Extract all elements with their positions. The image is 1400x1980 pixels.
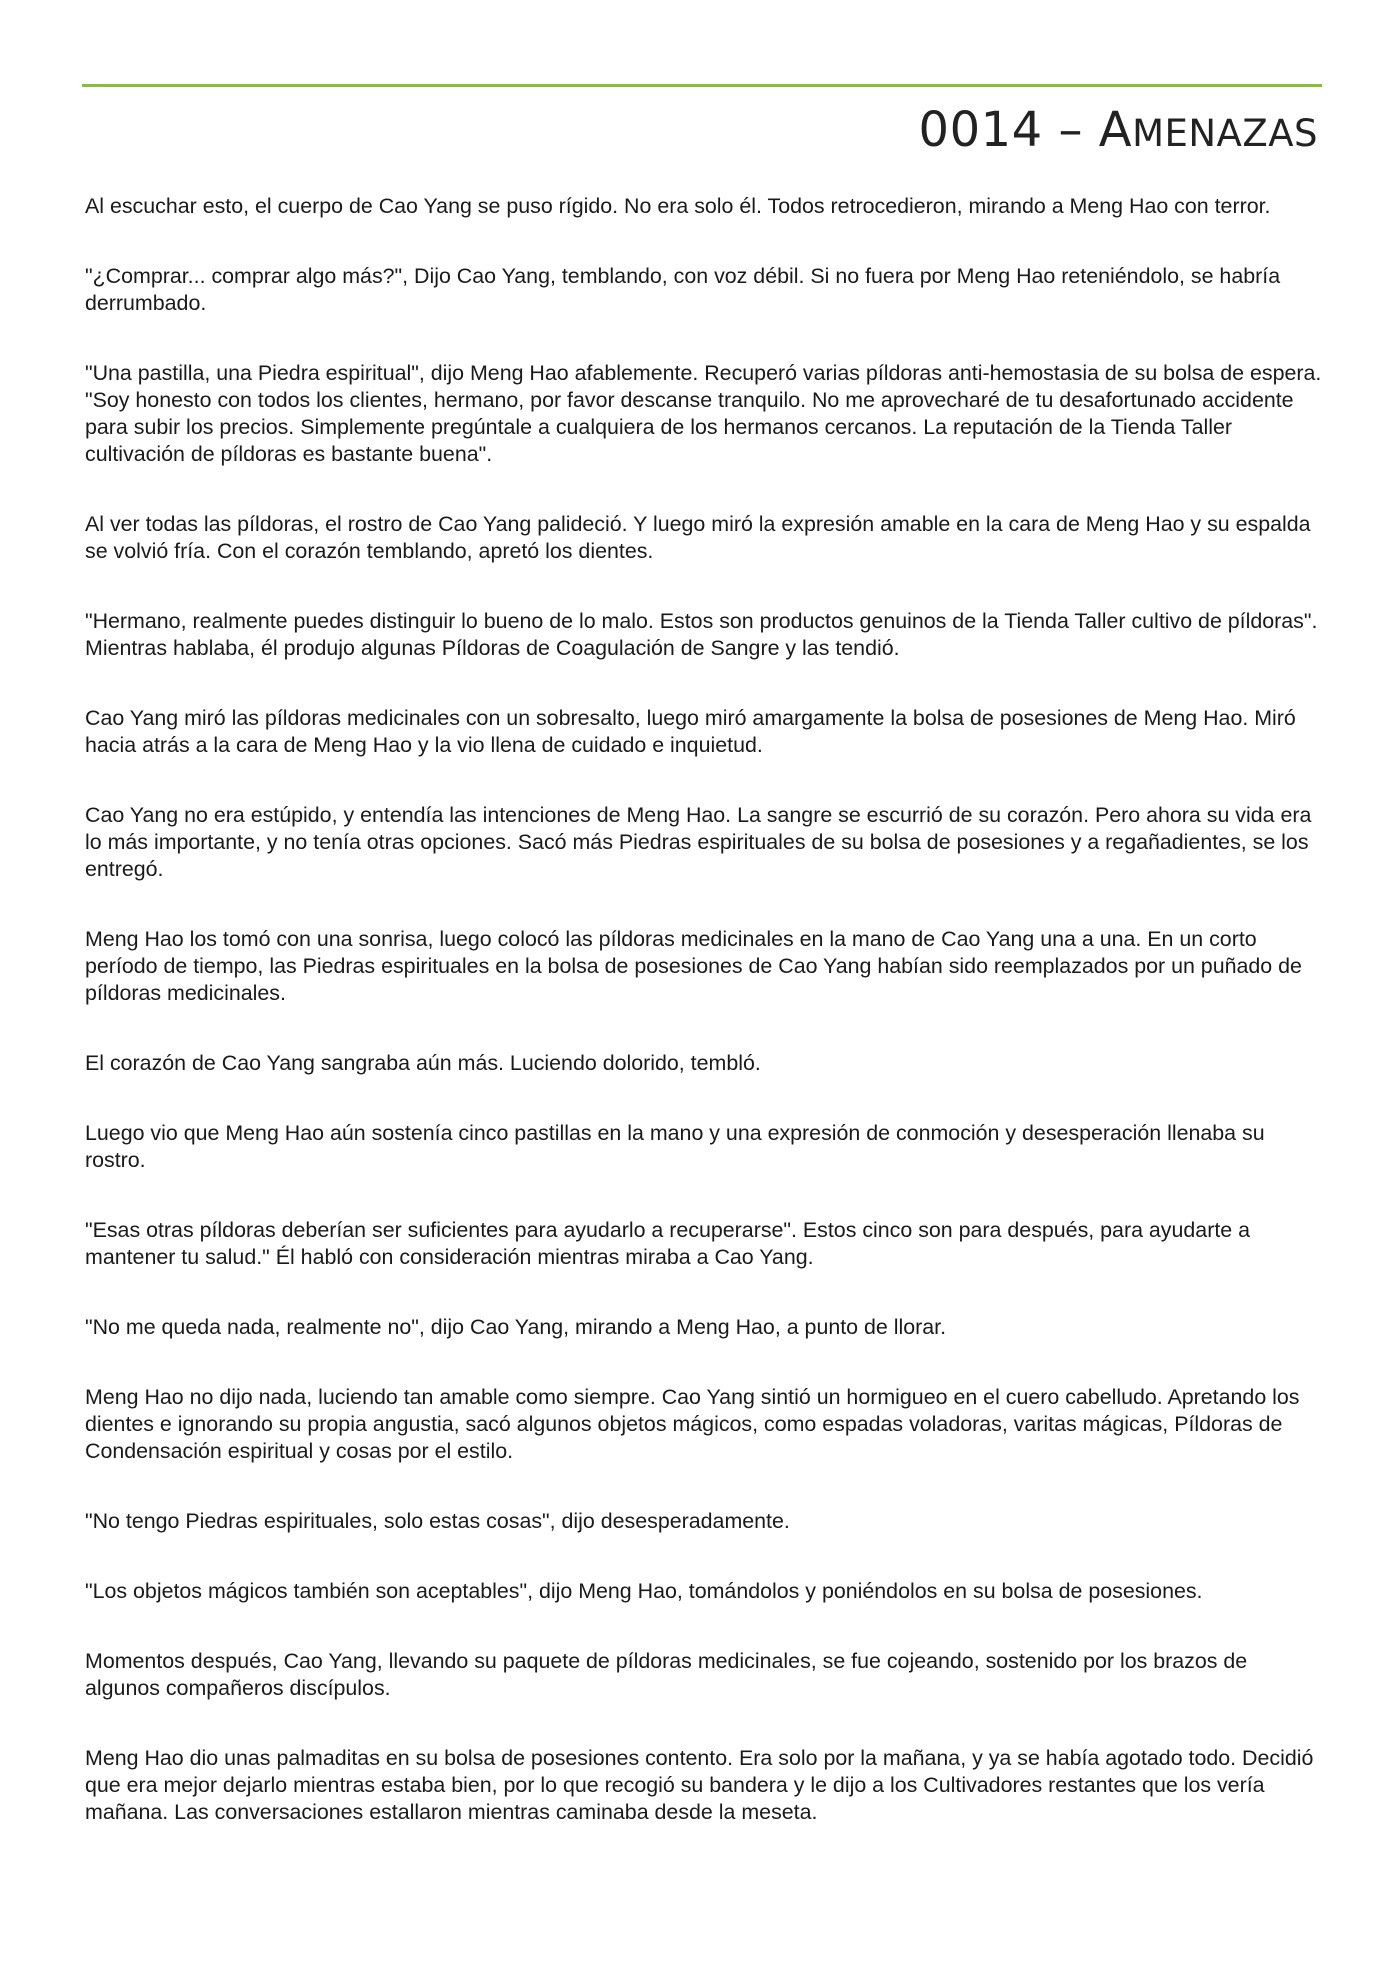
paragraph: Al escuchar esto, el cuerpo de Cao Yang se puso rígido. No era solo él. Todos retrocedieron, mirando a Meng Hao con terror.: [85, 194, 1271, 218]
paragraph: "¿Comprar... comprar algo más?", Dijo Cao Yang, temblando, con voz débil. Si no fuera por Meng Hao reteniéndolo, se habría derrumbado.: [85, 264, 1281, 315]
paragraph: "No tengo Piedras espirituales, solo estas cosas", dijo desesperadamente.: [85, 1509, 790, 1533]
paragraph: Cao Yang no era estúpido, y entendía las intenciones de Meng Hao. La sangre se escurrió de su corazón. Pero ahora su vida era lo más importante, y no tenía otras opciones. Sacó más Piedras espirituales de su bolsa de posesiones y a regañadientes, se los entregó.: [85, 803, 1312, 881]
paragraph: "No me queda nada, realmente no", dijo Cao Yang, mirando a Meng Hao, a punto de llorar.: [85, 1315, 947, 1339]
paragraph: "Esas otras píldoras deberían ser suficientes para ayudarlo a recuperarse". Estos cinco son para después, para ayudarte a mantener tu salud." Él habló con consideración mientras miraba a Cao Yang.: [85, 1218, 1250, 1269]
paragraph: "Una pastilla, una Piedra espiritual", dijo Meng Hao afablemente. Recuperó varias píldoras anti-hemostasia de su bolsa de espera. "Soy honesto con todos los clientes, hermano, por favor descanse tranquilo. No me aprovecharé de tu desafortunado accidente para subir los precios. Simplemente pregúntale a cualquiera de los hermanos cercanos. La reputación de la Tienda Taller cultivación de píldoras es bastante buena".: [85, 361, 1322, 466]
paragraph: Meng Hao los tomó con una sonrisa, luego colocó las píldoras medicinales en la mano de Cao Yang una a una. En un corto período de tiempo, las Piedras espirituales en la bolsa de posesiones de Cao Yang habían sido reemplazados por un puñado de píldoras medicinales.: [85, 927, 1302, 1005]
chapter-number: 0014: [918, 102, 1043, 158]
header-rule: [82, 84, 1322, 87]
chapter-title-rest: MENAZAS: [1132, 112, 1318, 155]
paragraph: Cao Yang miró las píldoras medicinales con un sobresalto, luego miró amargamente la bolsa de posesiones de Meng Hao. Miró hacia atrás a la cara de Meng Hao y la vio llena de cuidado e inquietud.: [85, 706, 1296, 757]
paragraph: Meng Hao no dijo nada, luciendo tan amable como siempre. Cao Yang sintió un hormigueo en el cuero cabelludo. Apretando los dientes e ignorando su propia angustia, sacó algunos objetos mágicos, como espadas voladoras, varitas mágicas, Píldoras de Condensación espiritual y cosas por el estilo.: [85, 1385, 1300, 1463]
chapter-title: [919, 100, 1318, 164]
paragraph: El corazón de Cao Yang sangraba aún más. Luciendo dolorido, tembló.: [85, 1051, 761, 1075]
chapter-title-initial: A: [1098, 102, 1133, 158]
paragraph: "Los objetos mágicos también son aceptables", dijo Meng Hao, tomándolos y poniéndolos en su bolsa de posesiones.: [85, 1579, 1203, 1603]
paragraph: Luego vio que Meng Hao aún sostenía cinco pastillas en la mano y una expresión de conmoción y desesperación llenaba su rostro.: [85, 1121, 1265, 1172]
paragraph: "Hermano, realmente puedes distinguir lo bueno de lo malo. Estos son productos genuinos de la Tienda Taller cultivo de píldoras". Mientras hablaba, él produjo algunas Píldoras de Coagulación de Sangre y las tendió.: [85, 609, 1318, 660]
paragraph: Meng Hao dio unas palmaditas en su bolsa de posesiones contento. Era solo por la mañana, y ya se había agotado todo. Decidió que era mejor dejarlo mientras estaba bien, por lo que recogió su bandera y le dijo a los Cultivadores restantes que los vería mañana. Las conversaciones estallaron mientras caminaba desde la meseta.: [85, 1746, 1314, 1824]
body-text: [85, 193, 1323, 1869]
chapter-dash: –: [1058, 102, 1083, 158]
paragraph: Al ver todas las píldoras, el rostro de Cao Yang palideció. Y luego miró la expresión amable en la cara de Meng Hao y su espalda se volvió fría. Con el corazón temblando, apretó los dientes.: [85, 512, 1311, 563]
paragraph: Momentos después, Cao Yang, llevando su paquete de píldoras medicinales, se fue cojeando, sostenido por los brazos de algunos compañeros discípulos.: [85, 1649, 1248, 1700]
